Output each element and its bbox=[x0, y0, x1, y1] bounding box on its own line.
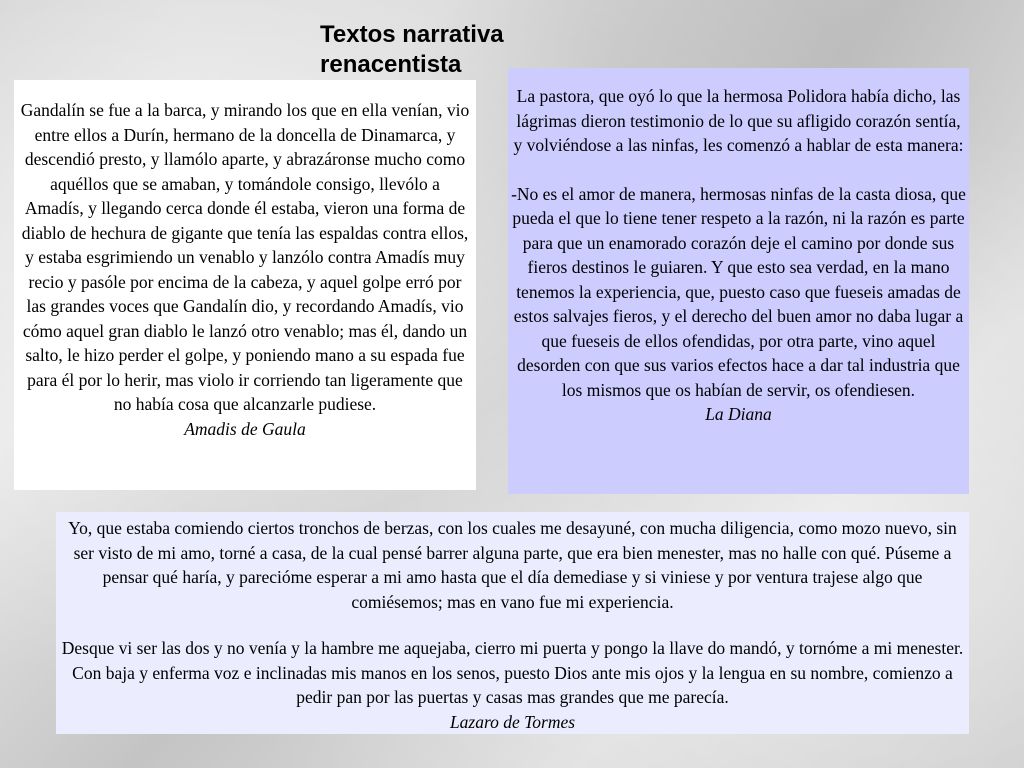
diana-paragraph-2: -No es el amor de manera, hermosas ninfas de la casta diosa, que pueda el que lo tiene tener respeto a la razón, ni la razón es parte para que un enamorado corazón deje el camino por donde sus fieros destinos le guiaren. Y que esto sea verdad, en la mano tenemos la experiencia, que, puesto caso que fueseis amadas de estos salvajes fieros, y el derecho del buen amor no daba lugar a que fueseis de ellos ofendidas, por otra parte, vino aquel desorden con que sus varios efectos hace a dar tal industria que los mismos que os habían de servir, os ofendiesen. bbox=[511, 183, 966, 400]
amadis-excerpt: Gandalín se fue a la barca, y mirando los que en ella venían, vio entre ellos a Durín, hermano de la doncella de Dinamarca, y descendió presto, y llamólo aparte, y abrazáronse mucho como aquéllos que se amaban, y tomándole consigo, llevólo a Amadís, y llegando cerca donde él estaba, vieron una forma de diablo de hechura de gigante que tenía las espaldas contra ellos, y estaba esgrimiendo un venablo y lanzólo contra Amadís muy recio y pasóle por encima de la cabeza, y aquel golpe erró por las grandes voces que Gandalín dio, y recordando Amadís, vio cómo aquel gran diablo le lanzó otro venablo; mas él, dando un salto, le hizo perder el golpe, y poniendo mano a su espada fue para él por lo herir, mas violo ir corriendo tan ligeramente que no había cosa que alcanzarle pudiese. bbox=[20, 100, 470, 414]
page-title-line-2: renacentista bbox=[320, 51, 462, 78]
diana-paragraph-1: La pastora, que oyó lo que la hermosa Polidora había dicho, las lágrimas dieron testimonio de lo que su afligido corazón sentía, y volviéndose a las ninfas, les comenzó a hablar de esta manera: bbox=[513, 86, 964, 155]
amadis-text-box bbox=[14, 80, 476, 490]
diana-text-box bbox=[508, 68, 969, 494]
lazaro-paragraph-1: Yo, que estaba comiendo ciertos tronchos de berzas, con los cuales me desayuné, con mucha diligencia, como mozo nuevo, sin ser visto de mi amo, torné a casa, de la cual pensé barrer alguna parte, que era bien menester, mas no halle con qué. Púseme a pensar qué haría, y parecióme esperar a mi amo hasta que el día demediase y si viniese y por ventura trajese algo que comiésemos; mas en vano fue mi experiencia. bbox=[68, 518, 957, 612]
amadis-source: Amadis de Gaula bbox=[184, 418, 306, 439]
lazaro-paragraph-2: Desque vi ser las dos y no venía y la hambre me aquejaba, cierro mi puerta y pongo la llave do mandó, y tornóme a mi menester. Con baja y enferma voz e inclinadas mis manos en los senos, puesto Dios ante mis ojos y la lengua en su nombre, comienzo a pedir pan por las puertas y casas mas grandes que me parecía. bbox=[61, 638, 964, 707]
lazaro-text-box bbox=[56, 512, 969, 734]
lazaro-source: Lazaro de Tormes bbox=[449, 711, 576, 732]
page-title-line-1: Textos narrativa bbox=[320, 21, 504, 48]
diana-source: La Diana bbox=[705, 404, 772, 424]
